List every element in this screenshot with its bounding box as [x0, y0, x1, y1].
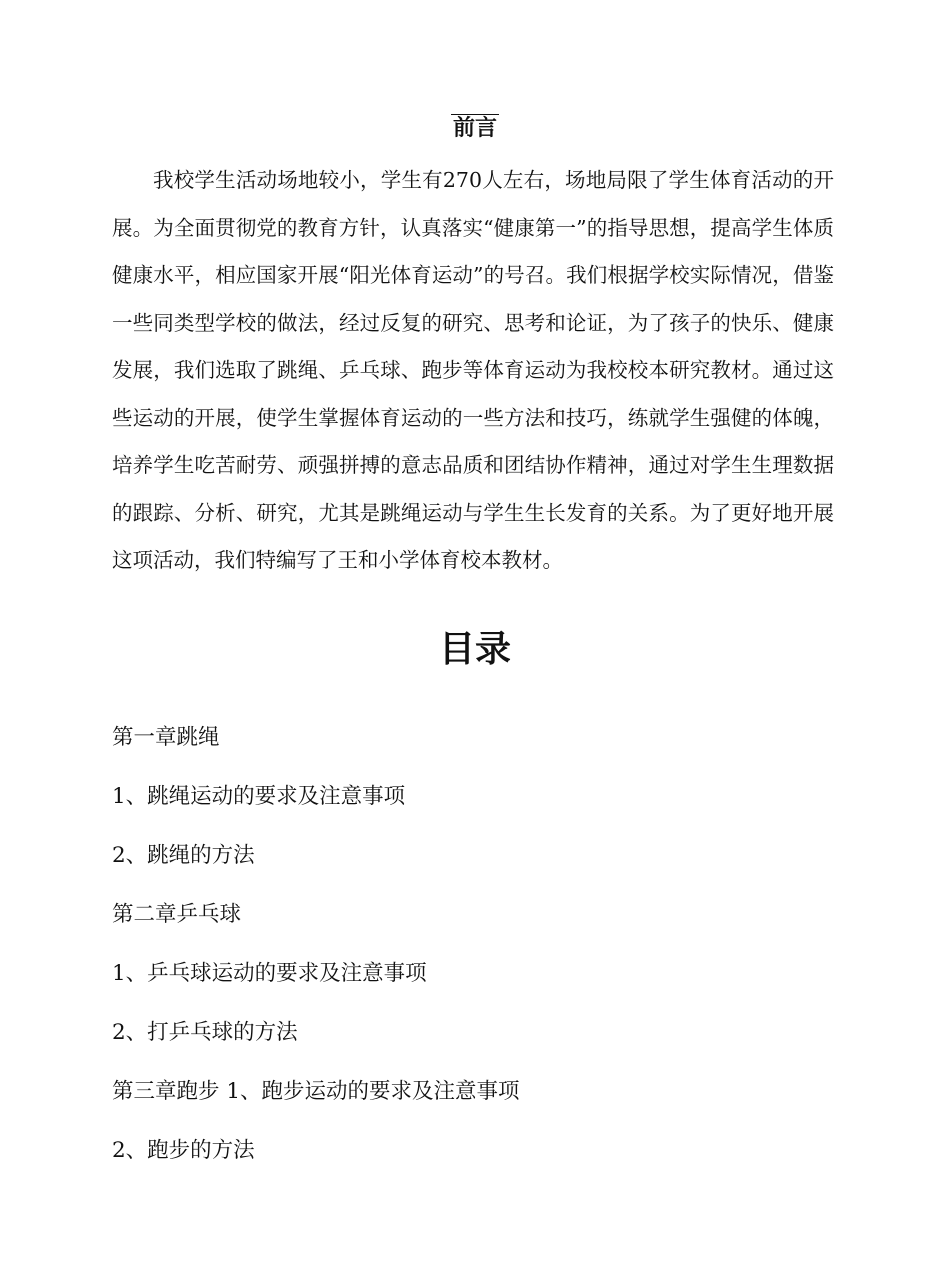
toc-item: 第一章跳绳 [112, 725, 220, 750]
preface-title-text [453, 106, 497, 150]
toc-item: 第二章乒乓球 [112, 902, 242, 927]
toc-item: 第三章跑步 1、跑步运动的要求及注意事项 [112, 1079, 520, 1104]
preface-heading [0, 106, 950, 150]
toc-item: 1、跳绳运动的要求及注意事项 [112, 784, 406, 809]
toc-item: 2、跳绳的方法 [112, 843, 255, 868]
toc-item: 2、跑步的方法 [112, 1138, 255, 1163]
preface-title: 前言 [452, 115, 497, 141]
toc-item: 2、打乒乓球的方法 [112, 1020, 298, 1045]
clipped-line-mark [451, 114, 499, 117]
toc-list [112, 708, 852, 1180]
toc-heading: 目录 [438, 629, 511, 670]
toc-item: 1、乒乓球运动的要求及注意事项 [112, 961, 427, 986]
preface-paragraph: 我校学生活动场地较小，学生有270人左右，场地局限了学生体育活动的开展。为全面贯彻党的教育方针，认真落实“健康第一”的指导思想，提高学生体质健康水平，相应国家开展“阳光体育运动”的号召。我们根据学校实际情况，借鉴一些同类型学校的做法，经过反复的研究、思考和论证，为了孩子的快乐、健康发展，我们选取了跳绳、乒乓球、跑步等体育运动为我校校本研究教材。通过这些运动的开展，使学生掌握体育运动的一些方法和技巧，练就学生强健的体魄，培养学生吃苦耐劳、顽强拼搏的意志品质和团结协作精神，通过对学生生理数据的跟踪、分析、研究，尤其是跳绳运动与学生生长发育的关系。为了更好地开展这项活动，我们特编写了王和小学体育校本教材。 [112, 168, 834, 572]
